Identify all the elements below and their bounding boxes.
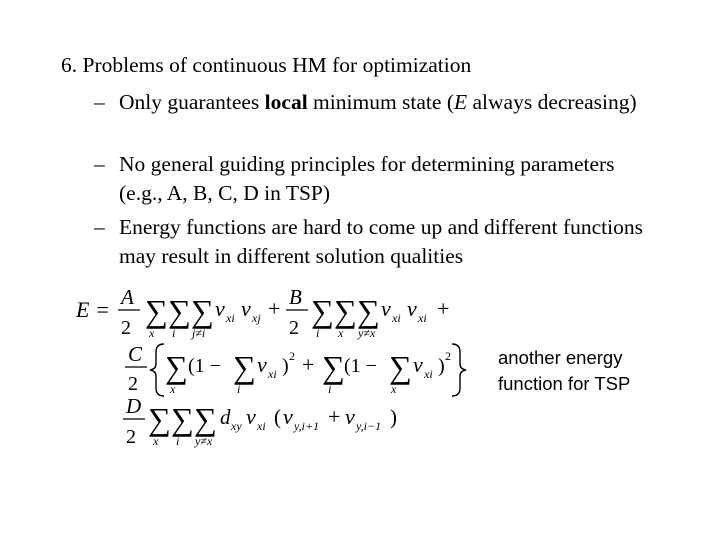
sum-symbol: ∑ bbox=[148, 401, 171, 437]
plus-sign: + bbox=[328, 404, 341, 429]
coef-c-den: 2 bbox=[128, 373, 138, 395]
paren-close: ) bbox=[390, 405, 397, 429]
sum-symbol: ∑ bbox=[171, 401, 194, 437]
bullet-dash: – bbox=[94, 152, 105, 176]
right-brace bbox=[452, 344, 466, 396]
coef-a-den: 2 bbox=[121, 317, 131, 339]
sum-symbol: ∑ bbox=[145, 293, 168, 329]
sum-symbol: ∑ bbox=[233, 349, 256, 385]
sum-index: i bbox=[316, 326, 320, 340]
var-d: d bbox=[220, 405, 231, 429]
sum-index: x bbox=[170, 382, 176, 396]
paren-close: ) bbox=[438, 355, 445, 377]
exponent: 2 bbox=[445, 349, 451, 363]
var-sub: xi bbox=[268, 367, 277, 381]
plus-sign: + bbox=[302, 352, 315, 377]
coef-d-num: D bbox=[126, 394, 142, 418]
bullet-dash: – bbox=[94, 215, 105, 239]
var-v: v bbox=[215, 296, 225, 321]
sum-symbol: ∑ bbox=[194, 401, 217, 437]
sum-index: x bbox=[153, 434, 159, 448]
bullet-dash: – bbox=[94, 90, 105, 114]
paren-close: ) bbox=[282, 355, 289, 377]
bullet-text-part: Only guarantees bbox=[119, 90, 265, 114]
bullet-bold-word: local bbox=[264, 90, 308, 114]
formula-lhs: E = bbox=[76, 297, 110, 322]
var-v: v bbox=[257, 352, 267, 377]
slide-heading: 6. Problems of continuous HM for optimization bbox=[61, 53, 472, 77]
sum-symbol: ∑ bbox=[389, 349, 412, 385]
var-sub: xi bbox=[392, 311, 401, 325]
plus-sign: + bbox=[268, 296, 281, 321]
paren-one-minus: (1 − bbox=[344, 355, 377, 377]
var-v: v bbox=[413, 352, 423, 377]
sum-index: i bbox=[172, 326, 176, 340]
sum-index: j≠i bbox=[192, 326, 206, 340]
var-sub: xj bbox=[252, 311, 261, 325]
sum-index: i bbox=[328, 382, 332, 396]
var-v: v bbox=[241, 296, 251, 321]
sum-index: y≠x bbox=[358, 326, 376, 340]
var-sub: y,i−1 bbox=[356, 419, 382, 433]
paren-open: ( bbox=[274, 405, 281, 429]
var-sub: y,i+1 bbox=[294, 419, 320, 433]
var-v: v bbox=[283, 404, 293, 429]
sum-symbol: ∑ bbox=[191, 293, 214, 329]
side-note: another energy function for TSP bbox=[498, 347, 631, 394]
bullet-text: Energy functions are hard to come up and different functions may result in different solution qualities bbox=[119, 215, 643, 268]
formula-graphic bbox=[60, 280, 490, 460]
var-v: v bbox=[381, 296, 391, 321]
sum-symbol: ∑ bbox=[168, 293, 191, 329]
sum-symbol: ∑ bbox=[311, 293, 334, 329]
sum-index: x bbox=[149, 326, 155, 340]
var-sub: xi bbox=[418, 311, 427, 325]
paren-one-minus: (1 − bbox=[188, 355, 221, 377]
var-sub: xi bbox=[424, 367, 433, 381]
sum-symbol: ∑ bbox=[334, 293, 357, 329]
bullet-text-part: always decreasing) bbox=[467, 90, 637, 114]
exponent: 2 bbox=[289, 349, 295, 363]
sum-index: x bbox=[338, 326, 344, 340]
bullet-italic-symbol: E bbox=[453, 90, 468, 114]
var-sub: xi bbox=[257, 419, 266, 433]
sum-index: i bbox=[237, 382, 241, 396]
sum-index: i bbox=[176, 434, 180, 448]
coef-a-num: A bbox=[121, 285, 134, 309]
var-sub: xi bbox=[226, 311, 235, 325]
sum-symbol: ∑ bbox=[357, 293, 380, 329]
coef-c-num: C bbox=[128, 342, 143, 366]
sum-index: x bbox=[391, 382, 397, 396]
sum-symbol: ∑ bbox=[322, 349, 345, 385]
sum-index: y≠x bbox=[195, 434, 213, 448]
var-v: v bbox=[246, 404, 256, 429]
bullet-text bbox=[119, 88, 659, 117]
sum-symbol: ∑ bbox=[165, 349, 188, 385]
bullet-text: No general guiding principles for determining parameters (e.g., A, B, C, D in TSP) bbox=[119, 152, 615, 205]
plus-sign: + bbox=[437, 296, 450, 321]
left-brace bbox=[150, 344, 164, 396]
energy-formula bbox=[60, 280, 490, 460]
var-sub: xy bbox=[231, 419, 242, 433]
coef-d-den: 2 bbox=[126, 426, 136, 448]
coef-b-den: 2 bbox=[289, 317, 299, 339]
var-v: v bbox=[407, 296, 417, 321]
var-v: v bbox=[345, 404, 355, 429]
coef-b-num: B bbox=[289, 285, 302, 309]
bullet-text-part: minimum state ( bbox=[307, 90, 454, 114]
